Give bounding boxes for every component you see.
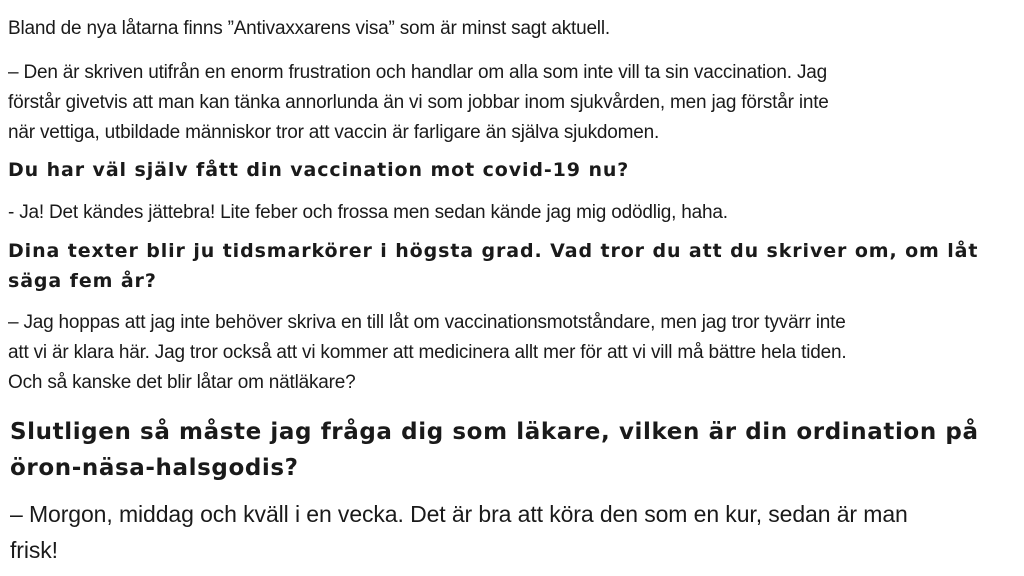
answer-paragraph-3 [8, 308, 846, 398]
intro-paragraph [8, 14, 610, 44]
question-heading-4 [10, 414, 979, 486]
answer-paragraph-4 [10, 496, 908, 568]
answer-paragraph-1 [8, 58, 829, 148]
question-3-line-2: säga fem år? [8, 270, 157, 292]
question-heading-2 [8, 155, 629, 185]
answer-2-line-1: - Ja! Det kändes jättebra! Lite feber och frossa men sedan kände jag mig odödlig, haha. [8, 202, 728, 223]
answer-1-line-2: förstår givetvis att man kan tänka annorlunda än vi som jobbar inom sjukvården, men jag förstår inte [8, 92, 829, 113]
answer-4-line-1: – Morgon, middag och kväll i en vecka. Det är bra att köra den som en kur, sedan är man [10, 501, 908, 527]
answer-paragraph-2 [8, 198, 728, 228]
question-4-line-1: Slutligen så måste jag fråga dig som läkare, vilken är din ordination på [10, 419, 979, 445]
answer-4-line-2: frisk! [10, 537, 58, 563]
question-3-line-1: Dina texter blir ju tidsmarkörer i högsta grad. Vad tror du att du skriver om, om låt [8, 240, 979, 262]
question-2-line-1: Du har väl själv fått din vaccination mot covid-19 nu? [8, 159, 630, 181]
answer-3-line-3: Och så kanske det blir låtar om nätläkare? [8, 372, 356, 393]
question-heading-3 [8, 236, 978, 296]
answer-1-line-1: – Den är skriven utifrån en enorm frustration och handlar om alla som inte vill ta sin vaccination. Jag [8, 62, 827, 83]
question-4-line-2: öron-näsa-halsgodis? [10, 455, 299, 481]
answer-3-line-1: – Jag hoppas att jag inte behöver skriva en till låt om vaccinationsmotståndare, men jag tror tyvärr inte [8, 312, 846, 333]
answer-3-line-2: att vi är klara här. Jag tror också att vi kommer att medicinera allt mer för att vi vill må bättre hela tiden. [8, 342, 847, 363]
intro-line: Bland de nya låtarna finns ”Antivaxxarens visa” som är minst sagt aktuell. [8, 18, 610, 39]
answer-1-line-3: när vettiga, utbildade människor tror att vaccin är farligare än själva sjukdomen. [8, 122, 660, 143]
